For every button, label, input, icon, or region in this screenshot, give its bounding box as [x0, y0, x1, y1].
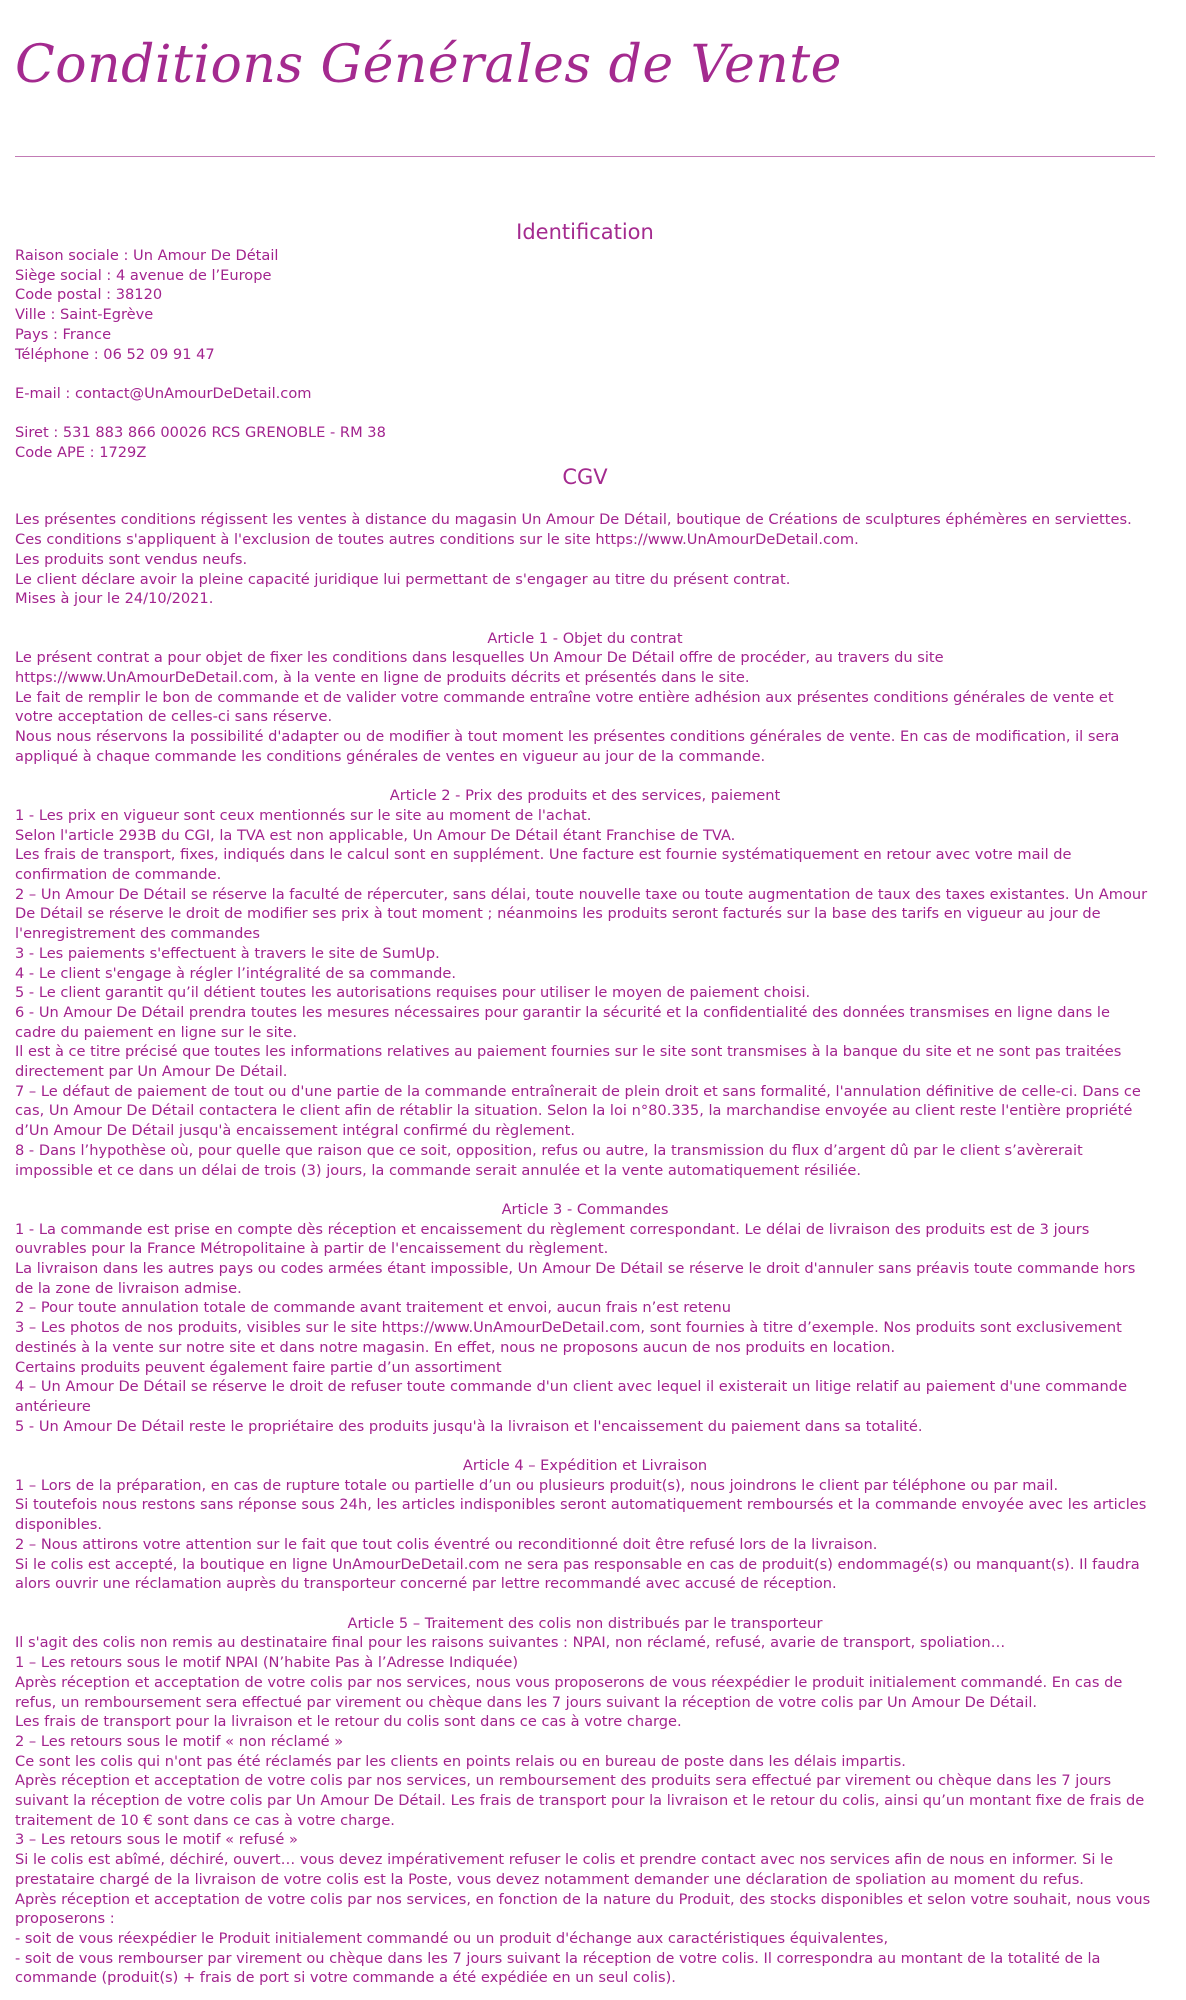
cgv-intro-line: Mises à jour le 24/10/2021. [15, 590, 214, 608]
article-paragraph: 1 - Les prix en vigueur sont ceux mentionnés sur le site au moment de l'achat. [15, 806, 592, 824]
cgv-intro-line: Le client déclare avoir la pleine capacité juridique lui permettant de s'engager au titre du présent contrat. [15, 570, 791, 588]
article-paragraph: 3 – Les photos de nos produits, visibles sur le site https://www.UnAmourDeDetail.com, sont fournies à titre d’exemple. Nos produits sont exclusivement destinés à la vente sur notre site et dans notre magasin. En effet, nous ne proposons aucun de nos produits en location. [15, 1319, 1122, 1356]
identification-line: Téléphone : 06 52 09 91 47 [15, 345, 215, 363]
article-paragraph: - soit de vous réexpédier le Produit initialement commandé ou un produit d'échange aux caractéristiques équivalentes, [15, 1929, 889, 1947]
article-4-title: Article 4 – Expédition et Livraison [462, 1457, 708, 1475]
document-body [15, 218, 1155, 1988]
identification-line: Raison sociale : Un Amour De Détail [15, 247, 279, 264]
identification-email: E-mail : contact@UnAmourDeDetail.com [15, 384, 312, 402]
article-paragraph: Si le colis est abîmé, déchiré, ouvert… vous devez impérativement refuser le colis et prendre contact avec nos services afin de nous en informer. Si le prestataire chargé de la livraison de votre colis est la Poste, vous devez notamment demander une déclaration de spoliation au moment du refus. [15, 1851, 1114, 1888]
cgv-intro-line: Ces conditions s'appliquent à l'exclusion de toutes autres conditions sur le site https://www.UnAmourDeDetail.com. [15, 531, 859, 549]
article-paragraph: Selon l'article 293B du CGI, la TVA est non applicable, Un Amour De Détail étant Franchise de TVA. [15, 826, 736, 844]
article-3-body [15, 1220, 1155, 1437]
article-paragraph: - soit de vous rembourser par virement ou chèque dans les 7 jours suivant la réception de votre colis. Il correspondra au montant de la totalité de la commande (produit(s) + frais de port si votre commande a été expédiée en un seul colis). [15, 1949, 1101, 1987]
article-paragraph: Après réception et acceptation de votre colis par nos services, un remboursement des produits sera effectué par virement ou chèque dans les 7 jours suivant la réception de votre colis par Un Amour De Détail. Les frais de transport pour la livraison et le retour du colis, ainsi qu’un montant fixe de frais de traitement de 10 € sont dans ce cas à votre charge. [15, 1772, 1145, 1829]
article-paragraph: Nous nous réservons la possibilité d'adapter ou de modifier à tout moment les présentes conditions générales de vente. En cas de modification, il sera appliqué à chaque commande les conditions générales de ventes en vigueur au jour de la commande. [15, 728, 1120, 765]
article-paragraph: Après réception et acceptation de votre colis par nos services, en fonction de la nature du Produit, des stocks disponibles et selon votre souhait, nous vous proposerons : [15, 1890, 1151, 1928]
article-3-title: Article 3 - Commandes [501, 1200, 669, 1218]
identification-line: Pays : France [15, 325, 112, 343]
article-paragraph: Si le colis est accepté, la boutique en ligne UnAmourDeDetail.com ne sera pas responsable en cas de produit(s) endommagé(s) ou manquant(s). Il faudra alors ouvrir une réclamation auprès du transporteur concerné par lettre recommandé avec accusé de réception. [15, 1555, 1140, 1593]
identification-line: Ville : Saint-Egrève [15, 306, 154, 324]
article-paragraph: 2 – Pour toute annulation totale de commande avant traitement et envoi, aucun frais n’est retenu [15, 1299, 732, 1317]
article-paragraph: 6 - Un Amour De Détail prendra toutes les mesures nécessaires pour garantir la sécurité et la confidentialité des données transmises en ligne dans le cadre du paiement en ligne sur le site. [15, 1003, 1110, 1041]
article-5-body [15, 1633, 1155, 1988]
article-1-body [15, 648, 1155, 766]
article-paragraph: Le présent contrat a pour objet de fixer les conditions dans lesquelles Un Amour De Détail offre de procéder, au travers du site https://www.UnAmourDeDetail.com, à la vente en ligne de produits décrits et présentés dans le site. [15, 649, 944, 686]
identification-line: Code APE : 1729Z [15, 444, 147, 461]
article-2-title: Article 2 - Prix des produits et des services, paiement [389, 787, 781, 805]
spacer [15, 491, 1155, 511]
title-divider [15, 156, 1155, 157]
cgv-intro [15, 510, 1155, 609]
article-paragraph: 5 - Le client garantit qu’il détient toutes les autorisations requises pour utiliser le moyen de paiement choisi. [15, 984, 811, 1002]
spacer [15, 609, 1155, 629]
spacer [15, 1594, 1155, 1614]
article-paragraph: 7 – Le défaut de paiement de tout ou d'une partie de la commande entraînerait de plein droit et sans formalité, l'annulation définitive de celle-ci. Dans ce cas, Un Amour De Détail contactera le client afin de rétablir la situation. Selon la loi n°80.335, la marchandise envoyée au client reste l'entière propriété d’Un Amour De Détail jusqu'à encaissement intégral confirmé du règlement. [15, 1082, 1141, 1140]
page-title: Conditions Générales de Vente [15, 35, 842, 95]
identification-line: Siège social : 4 avenue de l’Europe [15, 266, 272, 284]
article-4-body [15, 1476, 1155, 1594]
article-paragraph: Ce sont les colis qui n'ont pas été réclamés par les clients en points relais ou en bureau de poste dans les délais impartis. [15, 1752, 906, 1770]
identification-line: Code postal : 38120 [15, 286, 163, 304]
spacer [15, 1180, 1155, 1200]
article-paragraph: 3 - Les paiements s'effectuent à travers le site de SumUp. [15, 944, 440, 962]
article-paragraph: Il s'agit des colis non remis au destinataire final pour les raisons suivantes : NPAI, non réclamé, refusé, avarie de transport, spoliation… [15, 1634, 1006, 1652]
spacer [15, 364, 1155, 384]
spacer [15, 1436, 1155, 1456]
article-1-title: Article 1 - Objet du contrat [487, 629, 683, 647]
identification-block [15, 246, 1155, 463]
article-paragraph: 4 – Un Amour De Détail se réserve le droit de refuser toute commande d'un client avec lequel il existerait un litige relatif au paiement d'une commande antérieure [15, 1378, 1128, 1415]
identification-line: Siret : 531 883 866 00026 RCS GRENOBLE - RM 38 [15, 424, 386, 442]
article-paragraph: 1 – Lors de la préparation, en cas de rupture totale ou partielle d’un ou plusieurs produit(s), nous joindrons le client par téléphone ou par mail. [15, 1476, 1059, 1494]
article-paragraph: Les frais de transport pour la livraison et le retour du colis sont dans ce cas à votre charge. [15, 1713, 682, 1731]
article-paragraph: 1 – Les retours sous le motif NPAI (N’habite Pas à l’Adresse Indiquée) [15, 1654, 519, 1672]
article-paragraph: 4 - Le client s'engage à régler l’intégralité de sa commande. [15, 964, 457, 982]
article-paragraph: Le fait de remplir le bon de commande et de valider votre commande entraîne votre entière adhésion aux présentes conditions générales de vente et votre acceptation de celles-ci sans réserve. [15, 688, 1114, 726]
article-paragraph: 2 – Les retours sous le motif « non réclamé » [15, 1732, 344, 1750]
article-paragraph: 2 – Nous attirons votre attention sur le fait que tout colis éventré ou reconditionné doit être refusé lors de la livraison. [15, 1535, 878, 1553]
article-5-title: Article 5 – Traitement des colis non distribués par le transporteur [347, 1614, 823, 1632]
cgv-intro-line: Les produits sont vendus neufs. [15, 550, 248, 568]
article-paragraph: La livraison dans les autres pays ou codes armées étant impossible, Un Amour De Détail se réserve le droit d'annuler sans préavis toute commande hors de la zone de livraison admise. [15, 1260, 1136, 1297]
article-paragraph: 5 - Un Amour De Détail reste le propriétaire des produits jusqu'à la livraison et l'encaissement du paiement dans sa totalité. [15, 1417, 923, 1435]
cgv-heading: CGV [562, 464, 608, 489]
article-paragraph: 3 – Les retours sous le motif « refusé » [15, 1831, 298, 1849]
article-paragraph: 8 - Dans l’hypothèse où, pour quelle que raison que ce soit, opposition, refus ou autre, la transmission du flux d’argent dû par le client s’avèrerait impossible et ce dans un délai de trois (3) jours, la commande serait annulée et la vente automatiquement résiliée. [15, 1141, 1083, 1179]
article-paragraph: Certains produits peuvent également faire partie d’un assortiment [15, 1358, 502, 1376]
article-paragraph: Les frais de transport, fixes, indiqués dans le calcul sont en supplément. Une facture est fournie systématiquement en retour avec votre mail de confirmation de commande. [15, 846, 1072, 884]
spacer [15, 404, 1155, 424]
cgv-intro-line: Les présentes conditions régissent les ventes à distance du magasin Un Amour De Détail, boutique de Créations de sculptures éphémères en serviettes. [15, 511, 1132, 529]
article-2-body [15, 806, 1155, 1180]
article-paragraph: 2 – Un Amour De Détail se réserve la faculté de répercuter, sans délai, toute nouvelle taxe ou toute augmentation de taux des taxes existantes. Un Amour De Détail se réserve le droit de modifier ses prix à tout moment ; néanmoins les produits seront facturés sur la base des tarifs en vigueur au jour de l'enregistrement des commandes [15, 885, 1148, 943]
identification-heading: Identification [516, 220, 654, 244]
article-paragraph: Il est à ce titre précisé que toutes les informations relatives au paiement fournies sur le site sont transmises à la banque du site et ne sont pas traitées directement par Un Amour De Détail. [15, 1043, 1122, 1081]
article-paragraph: Après réception et acceptation de votre colis par nos services, nous vous proposerons de vous réexpédier le produit initialement commandé. En cas de refus, un remboursement sera effectué par virement ou chèque dans les 7 jours suivant la réception de votre colis par Un Amour De Détail. [15, 1673, 1123, 1711]
spacer [15, 767, 1155, 787]
article-paragraph: Si toutefois nous restons sans réponse sous 24h, les articles indisponibles seront automatiquement remboursés et la commande envoyée avec les articles disponibles. [15, 1496, 1147, 1534]
article-paragraph: 1 - La commande est prise en compte dès réception et encaissement du règlement correspondant. Le délai de livraison des produits est de 3 jours ouvrables pour la France Métropolitaine à partir de l'encaissement du règlement. [15, 1220, 1090, 1258]
